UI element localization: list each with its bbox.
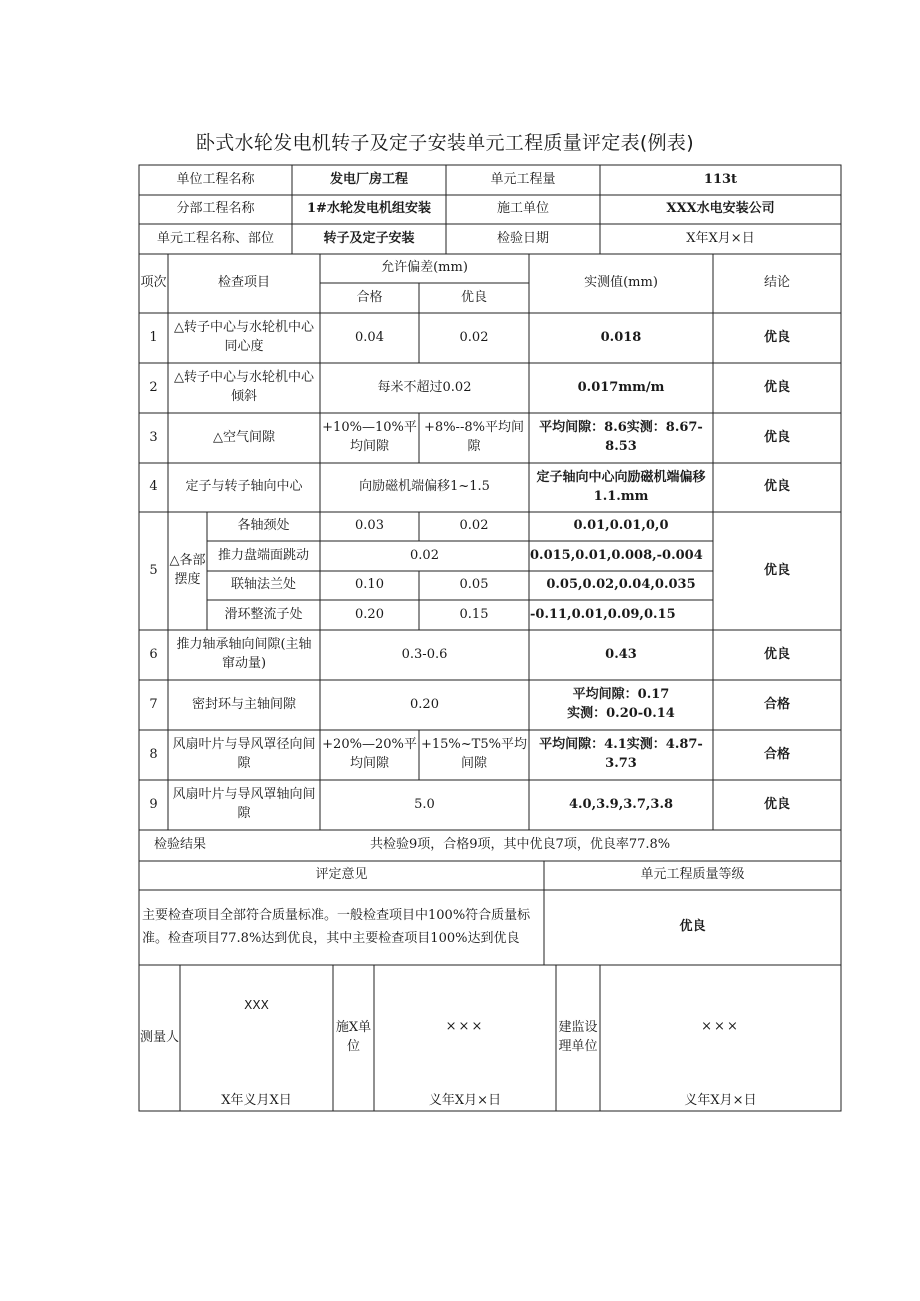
row-group-label: △各部摆度 (169, 553, 206, 587)
measured-line-2: 实测：0.20-0.14 (567, 706, 675, 721)
row-qualified: +20%—20%平均间隙 (322, 737, 417, 771)
row-measured: 0.43 (605, 646, 637, 662)
sub-measured: 0.05,0.02,0.04,0.035 (546, 577, 696, 593)
row-tolerance: 0.3-0.6 (401, 646, 448, 662)
measurer-date: X年义月X日 (221, 1092, 292, 1108)
row-tolerance: 5.0 (414, 796, 435, 812)
element-value: 转子及定子安装 (323, 230, 415, 246)
row-no: 4 (149, 479, 158, 495)
row-measured: 定子轴向中心向励磁机端偏移1.1.mm (536, 469, 706, 504)
construction-date: 义年X月×日 (428, 1092, 502, 1108)
sub-measured: -0.11,0.01,0.09,0.15 (530, 606, 676, 622)
sub-item: 滑环整流子处 (224, 606, 303, 622)
element-label: 单元工程名称、部位 (156, 230, 274, 246)
row-excellent: 0.02 (459, 329, 489, 345)
sub-qualified: 0.03 (355, 518, 384, 534)
row-excellent: +8%--8%平均间隙 (424, 420, 524, 454)
row-measured: 平均间隙：4.1实测：4.87-3.73 (539, 737, 703, 771)
sub-item: 推力盘端面跳动 (217, 547, 309, 563)
sub-measured: 0.015,0.01,0.008,-0.004 (530, 547, 703, 563)
col-index: 项次 (140, 275, 167, 291)
measurer-label: 测量人 (140, 1029, 180, 1045)
col-conclusion: 结论 (763, 275, 790, 291)
unit-quantity-value: 113t (703, 171, 738, 187)
row-result: 优良 (763, 646, 790, 662)
unit-project-value: 发电厂房工程 (329, 171, 408, 187)
grade-label: 单元工程质量等级 (640, 867, 745, 883)
sub-project-value: 1#水轮发电机组安装 (307, 201, 431, 217)
row-no: 8 (149, 746, 158, 762)
row-excellent: +15%~T5%平均间隙 (421, 737, 527, 771)
grade-value: 优良 (679, 919, 706, 935)
row-item: △转子中心与水轮机中心同心度 (174, 320, 314, 354)
row-result: 合格 (763, 696, 790, 712)
unit-quantity-label: 单元工程量 (490, 171, 556, 187)
row-no: 6 (149, 646, 158, 662)
row-qualified: +10%—10%平均间隙 (322, 420, 417, 454)
supervision-name: ××× (701, 1018, 740, 1034)
sub-qualified: 0.10 (355, 577, 384, 593)
row-tolerance: 0.20 (410, 696, 439, 712)
sub-measured: 0.01,0.01,0,0 (573, 518, 669, 534)
row-measured: 平均间隙：8.6实测：8.67-8.53 (539, 420, 703, 454)
row-item: 风扇叶片与导风罩轴向间隙 (172, 787, 316, 821)
row-result: 优良 (763, 379, 790, 395)
inspection-date-value: X年X月×日 (686, 230, 755, 246)
row-no: 1 (149, 329, 158, 345)
opinion-label: 评定意见 (315, 867, 368, 883)
row-result: 优良 (763, 562, 790, 578)
col-tolerance: 允许偏差(mm) (381, 260, 468, 276)
row-item: 密封环与主轴间隙 (191, 696, 296, 712)
row-item: 风扇叶片与导风罩径向间隙 (172, 737, 316, 771)
row-measured (529, 680, 713, 730)
row-no: 3 (149, 429, 158, 445)
row-result: 优良 (763, 329, 790, 345)
row-result: 优良 (763, 429, 790, 445)
supervision-label: 建监设理单位 (558, 1020, 598, 1054)
row-item: △空气间隙 (213, 429, 275, 445)
col-qualified: 合格 (356, 289, 383, 305)
row-measured: 4.0,3.9,3.7,3.8 (568, 796, 674, 812)
row-result: 优良 (763, 796, 790, 812)
row-result: 优良 (763, 479, 790, 495)
unit-project-label: 单位工程名称 (176, 171, 255, 187)
opinion-text: 主要检查项目全部符合质量标准。一般检查项目中100%符合质量标准。检查项目77.8%达到优良，其中主要检查项目100%达到优良 (142, 908, 531, 946)
row-qualified: 0.04 (355, 329, 384, 345)
sub-qualified: 0.20 (355, 606, 384, 622)
sub-excellent: 0.02 (459, 518, 489, 534)
measurer-name: XXX (244, 998, 269, 1013)
row-no: 5 (149, 562, 158, 578)
row-measured: 0.017mm/m (577, 379, 665, 395)
sub-excellent: 0.05 (459, 577, 489, 593)
summary-label: 检验结果 (153, 837, 206, 853)
row-item: 定子与转子轴向中心 (185, 479, 303, 495)
row-tolerance: 每米不超过0.02 (377, 379, 472, 395)
sub-item: 联轴法兰处 (230, 577, 296, 593)
row-item: 推力轴承轴向间隙(主轴窜动量) (176, 637, 312, 671)
supervision-date: 义年X月×日 (684, 1092, 757, 1108)
row-measured: 0.018 (600, 329, 642, 345)
col-excellent: 优良 (460, 289, 487, 305)
summary-text: 共检验9项，合格9项，其中优良7项，优良率77.8% (370, 837, 671, 853)
row-no: 9 (149, 796, 158, 812)
col-item: 检查项目 (217, 275, 270, 291)
construction-label: 施X单位 (335, 1020, 372, 1054)
construction-unit-value: XXX水电安装公司 (666, 201, 775, 217)
row-item: △转子中心与水轮机中心倾斜 (174, 370, 314, 404)
col-measured: 实测值(mm) (584, 275, 658, 291)
row-no: 2 (149, 379, 158, 395)
sub-project-label: 分部工程名称 (176, 201, 255, 217)
construction-unit-label: 施工单位 (496, 201, 549, 217)
row-result: 合格 (763, 746, 790, 762)
sub-tolerance: 0.02 (410, 547, 439, 563)
inspection-date-label: 检验日期 (496, 230, 549, 246)
construction-name: ××× (445, 1018, 485, 1034)
measured-line-1: 平均间隙：0.17 (572, 687, 670, 703)
sub-excellent: 0.15 (459, 606, 489, 622)
sub-item: 各轴颈处 (237, 518, 290, 534)
row-no: 7 (149, 696, 158, 712)
row-tolerance: 向励磁机端偏移1~1.5 (359, 479, 490, 495)
page-title: 卧式水轮发电机转子及定子安装单元工程质量评定表(例表) (196, 132, 694, 154)
